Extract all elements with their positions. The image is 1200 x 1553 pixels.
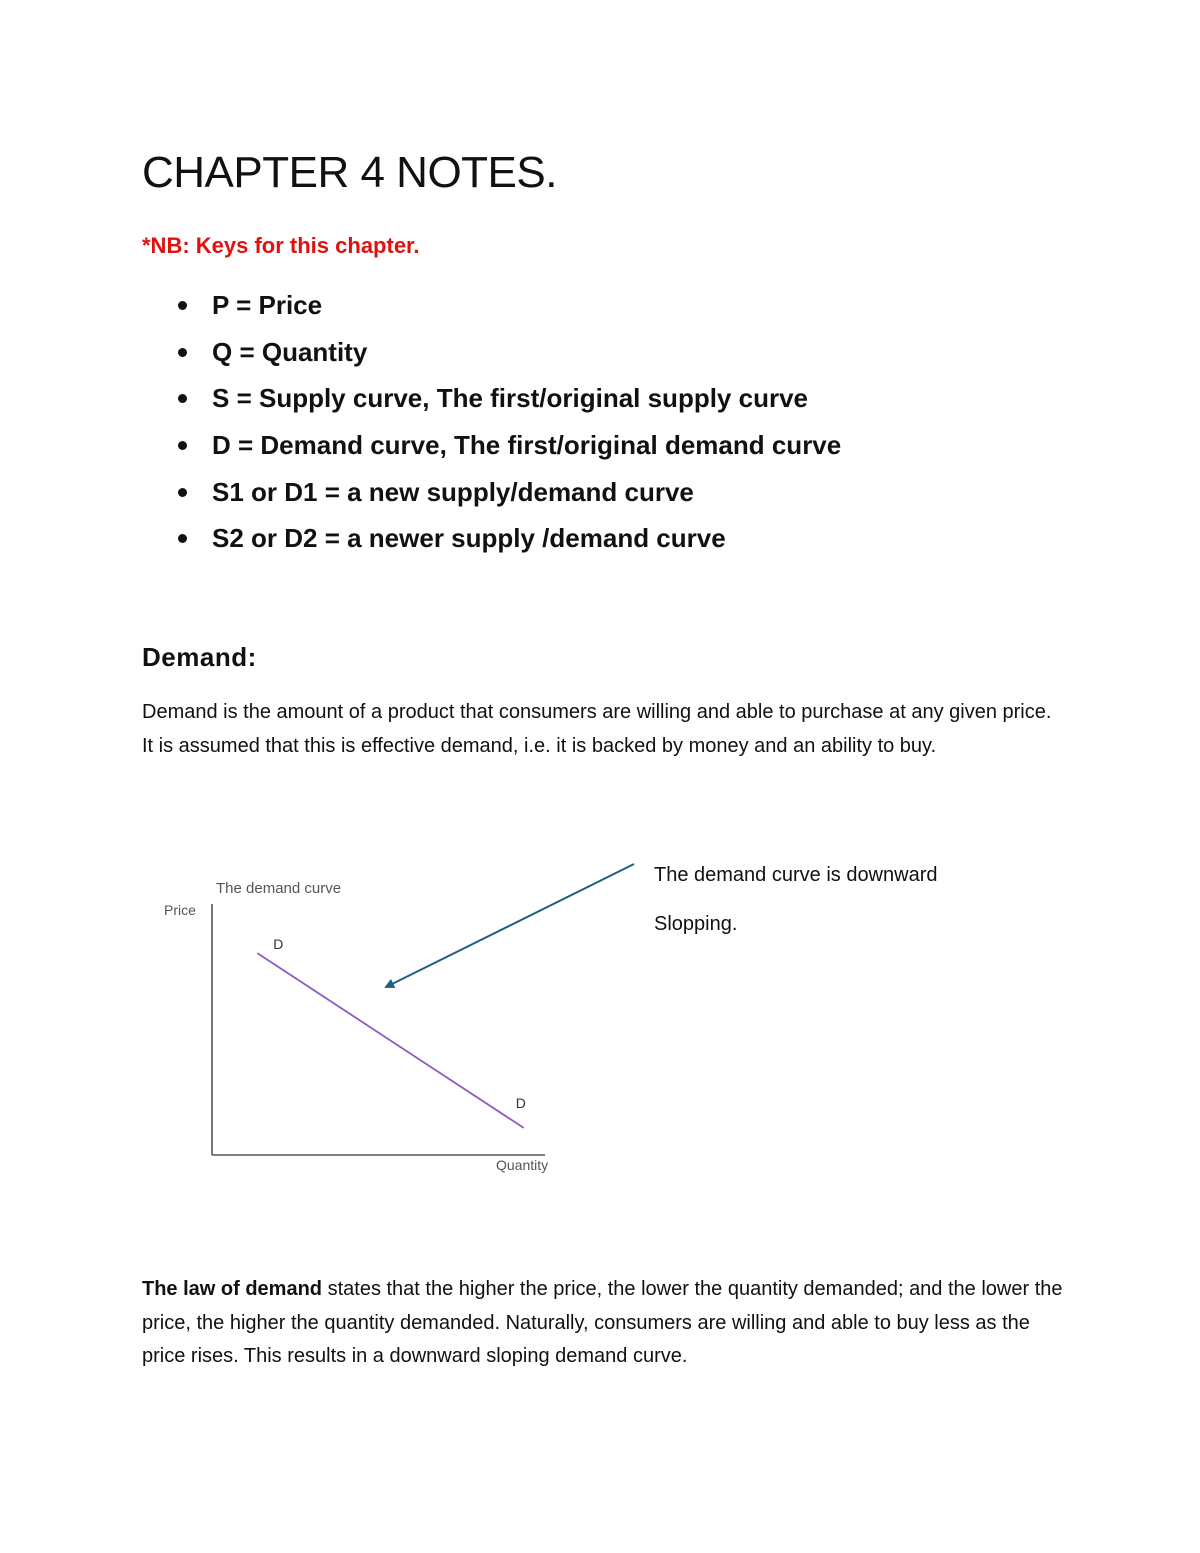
key-item [178,286,841,333]
x-axis-label: Quantity [496,1157,549,1173]
key-text: P = Price [212,290,323,320]
bullet-icon [178,441,187,450]
bullet-icon [178,488,187,497]
nb-heading: *NB: Keys for this chapter. [142,233,420,258]
key-text: Q = Quantity [212,336,368,367]
y-axis-label: Price [164,902,196,918]
bullet-icon [178,394,187,403]
key-item [178,426,841,473]
annotation-line-2: Slopping. [654,913,738,935]
key-text: D = Demand curve, The first/original demand curve [212,430,842,461]
key-item [178,379,841,426]
law-of-demand-text: states that the higher the price, the lower the quantity demanded; and the lower the price, the higher the quantity demanded. Naturally, consumers are willing and able to buy less as the price rises. This results in a downward sloping demand curve. [142,1278,1063,1367]
bullet-icon [178,534,187,543]
demand-heading: Demand: [142,642,257,672]
key-item [178,333,841,380]
chart-title: The demand curve [216,880,342,897]
key-item [178,473,841,520]
key-text: S1 or D1 = a new supply/demand curve [212,476,694,507]
law-of-demand-paragraph [142,1273,1072,1374]
demand-line-label-end: D [515,1094,526,1111]
law-of-demand-term: The law of demand [142,1278,323,1300]
annotation-line-1: The demand curve is downward [654,864,938,886]
demand-line-label-start: D [273,936,284,953]
key-item [178,519,841,566]
keys-list [178,286,841,566]
key-text: S2 or D2 = a newer supply /demand curve [212,523,726,554]
annotation-arrow [370,855,645,1000]
key-text: S = Supply curve, The first/original supply curve [212,383,808,414]
demand-definition: Demand is the amount of a product that consumers are willing and able to purchase at any given price. It is assumed that this is effective demand, i.e. it is backed by money and an ability to buy. [142,701,1052,757]
bullet-icon [178,301,187,310]
bullet-icon [178,348,187,357]
arrow-line [386,864,634,987]
page-title: CHAPTER 4 NOTES. [142,148,557,197]
